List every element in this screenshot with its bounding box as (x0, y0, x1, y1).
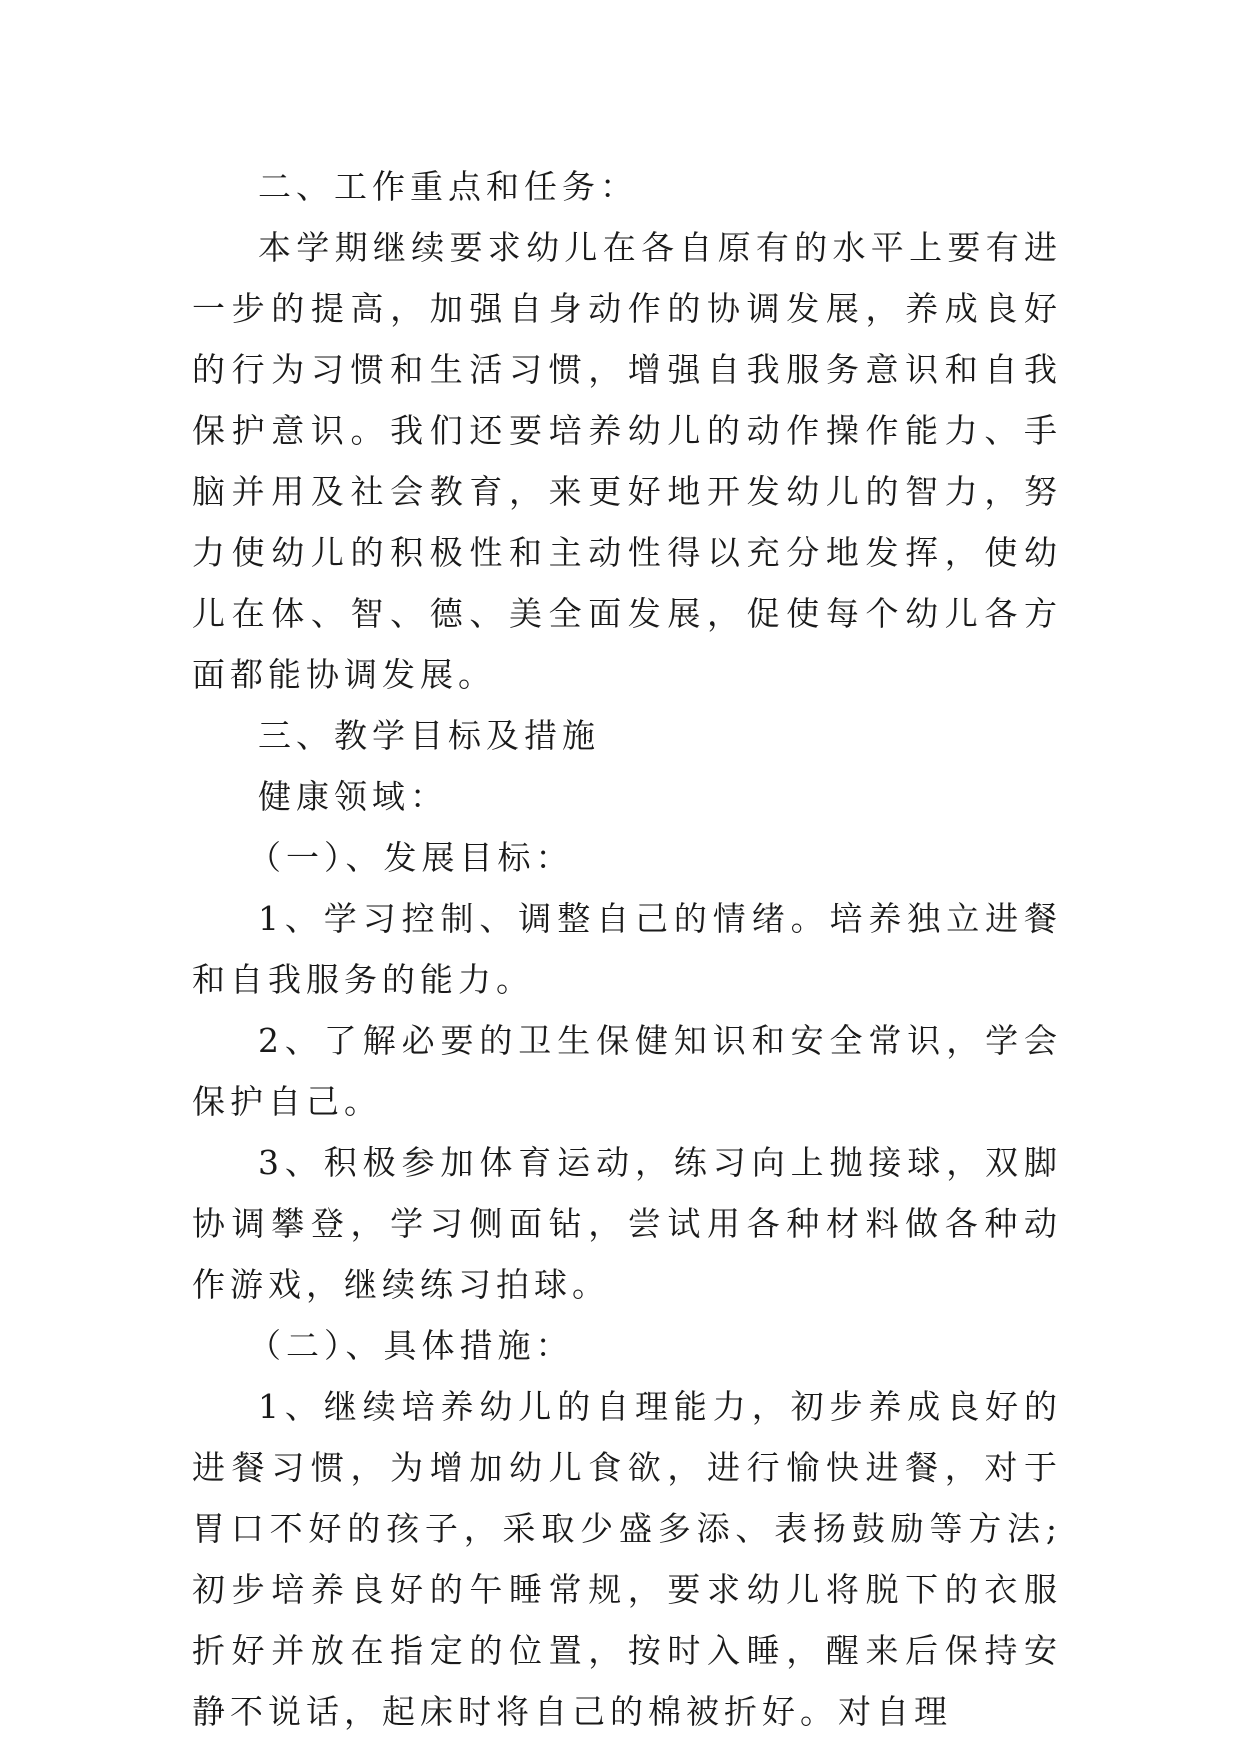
document-body (192, 156, 1062, 1742)
list-item-measure-1: 1、继续培养幼儿的自理能力，初步养成良好的进餐习惯，为增加幼儿食欲，进行愉快进餐，对于胃口不好的孩子，采取少盛多添、表扬鼓励等方法;初步培养良好的午睡常规，要求幼儿将脱下的衣服折好并放在指定的位置，按时入睡，醒来后保持安静不说话，起床时将自己的棉被折好。对自理 (192, 1387, 1062, 1731)
section-heading-work-focus: 二、工作重点和任务： (258, 167, 638, 206)
list-item-goal-3: 3、积极参加体育运动，练习向上抛接球，双脚协调攀登，学习侧面钻，尝试用各种材料做各种动作游戏，继续练习拍球。 (192, 1143, 1062, 1304)
paragraph-semester-goals: 本学期继续要求幼儿在各自原有的水平上要有进一步的提高，加强自身动作的协调发展，养成良好的行为习惯和生活习惯，增强自我服务意识和自我保护意识。我们还要培养幼儿的动作操作能力、手脑并用及社会教育，来更好地开发幼儿的智力，努力使幼儿的积极性和主动性得以充分地发挥，使幼儿在体、智、德、美全面发展，促使每个幼儿各方面都能协调发展。 (192, 228, 1062, 694)
subheading-specific-measures: （二）、具体措施： (248, 1326, 574, 1365)
subsection-heading-health: 健康领域： (258, 777, 448, 816)
section-heading-teaching-goals: 三、教学目标及措施 (258, 716, 600, 755)
subheading-development-goals: （一）、发展目标： (248, 838, 574, 877)
list-item-goal-2: 2、了解必要的卫生保健知识和安全常识，学会保护自己。 (192, 1021, 1062, 1121)
list-item-goal-1: 1、学习控制、调整自己的情绪。培养独立进餐和自我服务的能力。 (192, 899, 1062, 999)
